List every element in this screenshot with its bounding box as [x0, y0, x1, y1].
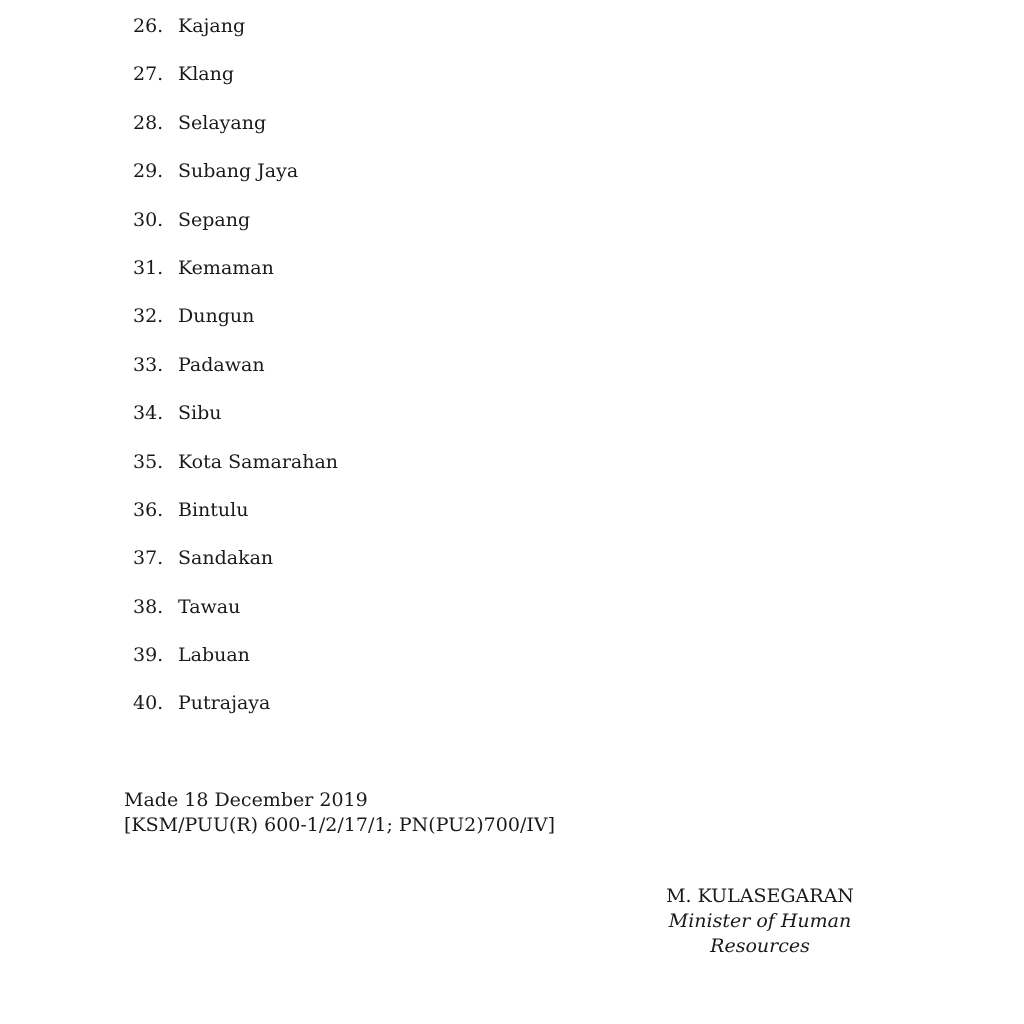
list-item	[124, 399, 338, 447]
list-item-name: Sibu	[178, 402, 222, 425]
list-item-number: 31.	[133, 256, 164, 279]
list-item	[124, 496, 338, 544]
list-item-number: 37.	[133, 547, 164, 570]
list-item	[124, 544, 338, 592]
signatory-title: Minister of Human Resources	[668, 910, 852, 957]
list-item	[124, 206, 338, 254]
list-item-name: Dungun	[178, 305, 255, 328]
list-item	[124, 448, 338, 496]
list-item-number: 28.	[133, 111, 164, 134]
list-item-name: Kemaman	[178, 256, 274, 279]
list-item-number: 38.	[133, 595, 164, 618]
signature-block	[620, 884, 900, 959]
list-item-name: Padawan	[178, 353, 265, 376]
list-item-name: Klang	[178, 63, 234, 86]
list-item	[124, 60, 338, 108]
list-item	[124, 351, 338, 399]
list-item-name: Kajang	[178, 15, 246, 37]
list-item-number: 36.	[133, 498, 164, 521]
list-item-number: 30.	[133, 208, 164, 231]
local-authority-list	[124, 12, 338, 738]
list-item	[124, 641, 338, 689]
list-item-name: Selayang	[178, 111, 267, 134]
list-item-name: Sandakan	[178, 547, 274, 570]
list-item-number: 27.	[133, 63, 164, 86]
reference-line: [KSM/PUU(R) 600-1/2/17/1; PN(PU2)700/IV]	[124, 814, 555, 836]
list-item	[124, 12, 338, 60]
list-item-name: Sepang	[178, 208, 251, 231]
list-item	[124, 689, 338, 737]
list-item	[124, 157, 338, 205]
list-item-name: Tawau	[178, 595, 241, 618]
list-item-number: 39.	[133, 644, 164, 667]
list-item-name: Labuan	[178, 644, 250, 667]
list-item	[124, 593, 338, 641]
list-item-number: 32.	[133, 305, 164, 328]
list-item-name: Putrajaya	[178, 692, 271, 715]
signatory-name: M. KULASEGARAN	[666, 885, 854, 907]
list-item-number: 35.	[133, 450, 164, 473]
list-item	[124, 254, 338, 302]
list-item-name: Bintulu	[178, 498, 249, 521]
list-item-number: 40.	[133, 692, 164, 715]
list-item-name: Kota Samarahan	[178, 450, 339, 473]
list-item-number: 33.	[133, 353, 164, 376]
list-item-number: 34.	[133, 402, 164, 425]
list-item-number: 26.	[133, 15, 164, 37]
list-item	[124, 302, 338, 350]
made-date-line: Made 18 December 2019	[124, 789, 368, 811]
list-item	[124, 109, 338, 157]
list-item-number: 29.	[133, 160, 164, 183]
enactment-block	[124, 788, 555, 838]
list-item-name: Subang Jaya	[178, 160, 299, 183]
